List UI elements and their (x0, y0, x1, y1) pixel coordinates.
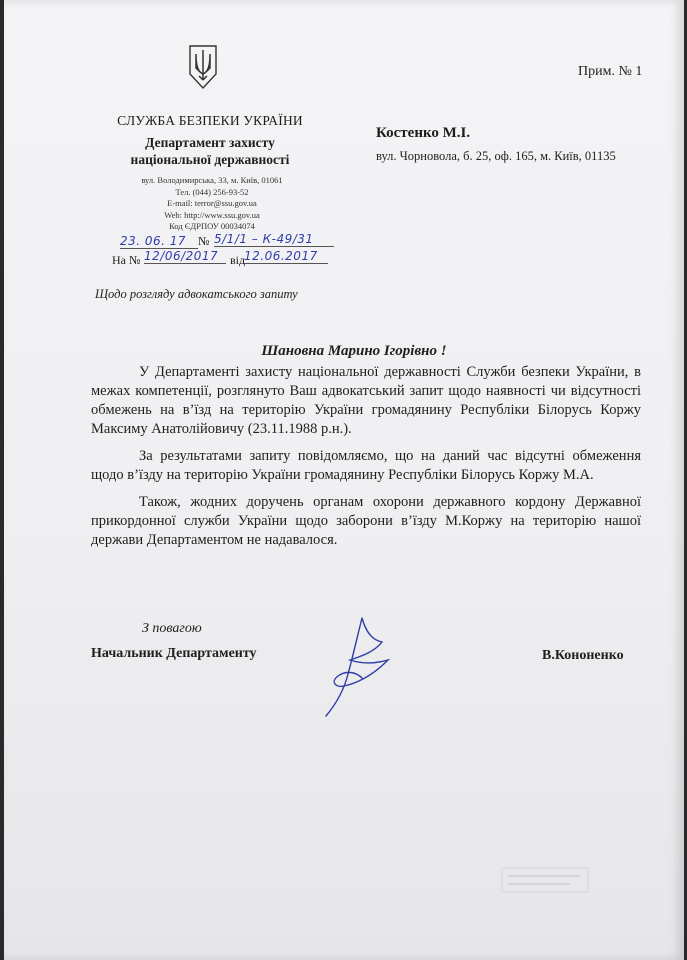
closing: З повагою (142, 621, 202, 636)
sender-contacts (100, 175, 324, 233)
letter-page (4, 0, 684, 960)
faint-stamp-icon (500, 866, 590, 894)
contact-edrpou: Код ЄДРПОУ 00034074 (169, 221, 255, 231)
department-line-1: Департамент захисту (145, 135, 275, 150)
incoming-date-label: від (230, 253, 246, 267)
contact-phone: Тел. (044) 256-93-52 (175, 186, 249, 197)
incoming-date: 12.06.2017 (244, 249, 328, 264)
trident-emblem-icon (188, 44, 218, 90)
signature-mark (322, 612, 394, 722)
department-name (90, 134, 330, 168)
outgoing-number: 5/1/1 – К-49/31 (214, 232, 334, 247)
letter-body (91, 363, 641, 558)
greeting: Шановна Марино Ігорівно ! (261, 343, 447, 359)
contact-address: вул. Володимирська, 33, м. Київ, 01061 (141, 175, 283, 185)
paragraph-1: У Департаменті захисту національної державності Служби безпеки України, в межах компетенції, розглянуто Ваш адвокатський запит щодо наявності чи відсутності обмежень на в’їзд на територію України громадянину Республіки Білорусь Коржу Максиму Анатолійовичу (23.11.1988 р.н.). (91, 364, 641, 437)
contact-web: Web: http://www.ssu.gov.ua (164, 209, 260, 220)
incoming-number: 12/06/2017 (144, 249, 226, 264)
outgoing-number-label: № (198, 234, 210, 248)
attachment-number: Прим. № 1 (578, 64, 643, 79)
organization-name: СЛУЖБА БЕЗПЕКИ УКРАЇНИ (117, 113, 303, 128)
signer-position: Начальник Департаменту (91, 646, 257, 661)
outgoing-date: 23. 06. 17 (120, 234, 198, 249)
faint-stamp-mark (500, 866, 590, 898)
recipient-address: вул. Чорновола, б. 25, оф. 165, м. Київ, 01135 (376, 149, 616, 163)
recipient-name: Костенко М.І. (376, 125, 471, 141)
department-line-2: національної державності (130, 152, 290, 167)
letter-subject: Щодо розгляду адвокатського запиту (95, 287, 298, 301)
signer-name: В.Кононенко (542, 648, 624, 663)
contact-email: E-mail: terror@ssu.gov.ua (167, 198, 257, 208)
incoming-number-label: На № (112, 253, 141, 267)
paragraph-3: Також, жодних доручень органам охорони державного кордону Державної прикордонної служби України щодо заборони в’їзду М.Коржу на територію нашої держави Департаментом не надавалося. (91, 494, 641, 548)
paragraph-2: За результатами запиту повідомляємо, що на даний час відсутні обмеження щодо в’їзду на територію України громадянину Республіки Білорусь Коржу М.А. (91, 448, 641, 483)
